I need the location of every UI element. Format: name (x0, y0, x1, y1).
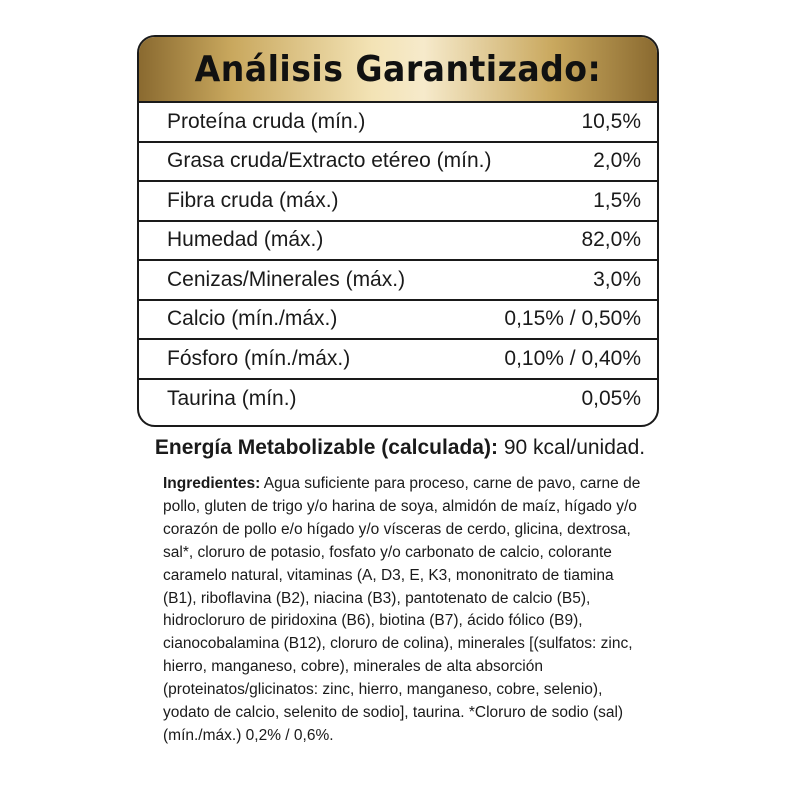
row-label: Proteína cruda (mín.) (167, 109, 366, 133)
row-label: Fósforo (mín./máx.) (167, 346, 351, 370)
table-row (139, 222, 657, 262)
table-row (139, 340, 657, 380)
row-label: Fibra cruda (máx.) (167, 188, 339, 212)
energy-label: Energía Metabolizable (calculada): (154, 436, 498, 459)
table-row (139, 261, 657, 301)
row-label: Calcio (mín./máx.) (167, 307, 338, 331)
energy-value: 90 kcal/unidad. (497, 436, 646, 459)
table-row (139, 301, 657, 341)
analysis-table (139, 103, 657, 419)
table-row (139, 380, 657, 420)
row-value: 0,05% (581, 387, 641, 411)
table-row (139, 103, 657, 143)
metabolizable-energy (0, 436, 800, 460)
row-value: 1,5% (593, 188, 641, 212)
row-value: 2,0% (593, 149, 641, 173)
guaranteed-analysis-panel (137, 35, 659, 427)
row-label: Cenizas/Minerales (máx.) (167, 267, 406, 291)
row-value: 3,0% (593, 267, 641, 291)
ingredients-label: Ingredientes: (163, 475, 261, 492)
analysis-title: Análisis Garantizado: (194, 48, 602, 90)
row-value: 10,5% (581, 109, 641, 133)
row-value: 82,0% (581, 228, 641, 252)
row-label: Humedad (máx.) (167, 228, 324, 252)
table-row (139, 182, 657, 222)
analysis-header (139, 37, 657, 103)
table-row (139, 143, 657, 183)
ingredients-text: Agua suficiente para proceso, carne de pavo, carne de pollo, gluten de trigo y/o harina de soya, almidón de maíz, hígado y/o corazón de pollo e/o hígado y/o vísceras de cerdo, glicina, dextrosa, sal*, cloruro de potasio, fosfato y/o carbonato de calcio, colorante caramelo natural, vitaminas (A, D3, E, K3, mononitrato de tiamina (B1), riboflavina (B2), niacina (B3), pantotenato de calcio (B5), hidrocloruro de piridoxina (B6), biotina (B7), ácido fólico (B9), cianocobalamina (B12), cloruro de colina), minerales [(sulfatos: zinc, hierro, manganeso, cobre), minerales de alta absorción (proteinatos/glicinatos: zinc, hierro, manganeso, cobre, selenio), yodato de calcio, selenito de sodio], taurina. *Cloruro de sodio (sal) (mín./máx.) 0,2% / 0,6%. (163, 475, 641, 744)
row-value: 0,10% / 0,40% (504, 346, 641, 370)
row-value: 0,15% / 0,50% (504, 307, 641, 331)
ingredients-paragraph (163, 473, 643, 748)
row-label: Grasa cruda/Extracto etéreo (mín.) (167, 149, 492, 173)
row-label: Taurina (mín.) (167, 387, 297, 411)
